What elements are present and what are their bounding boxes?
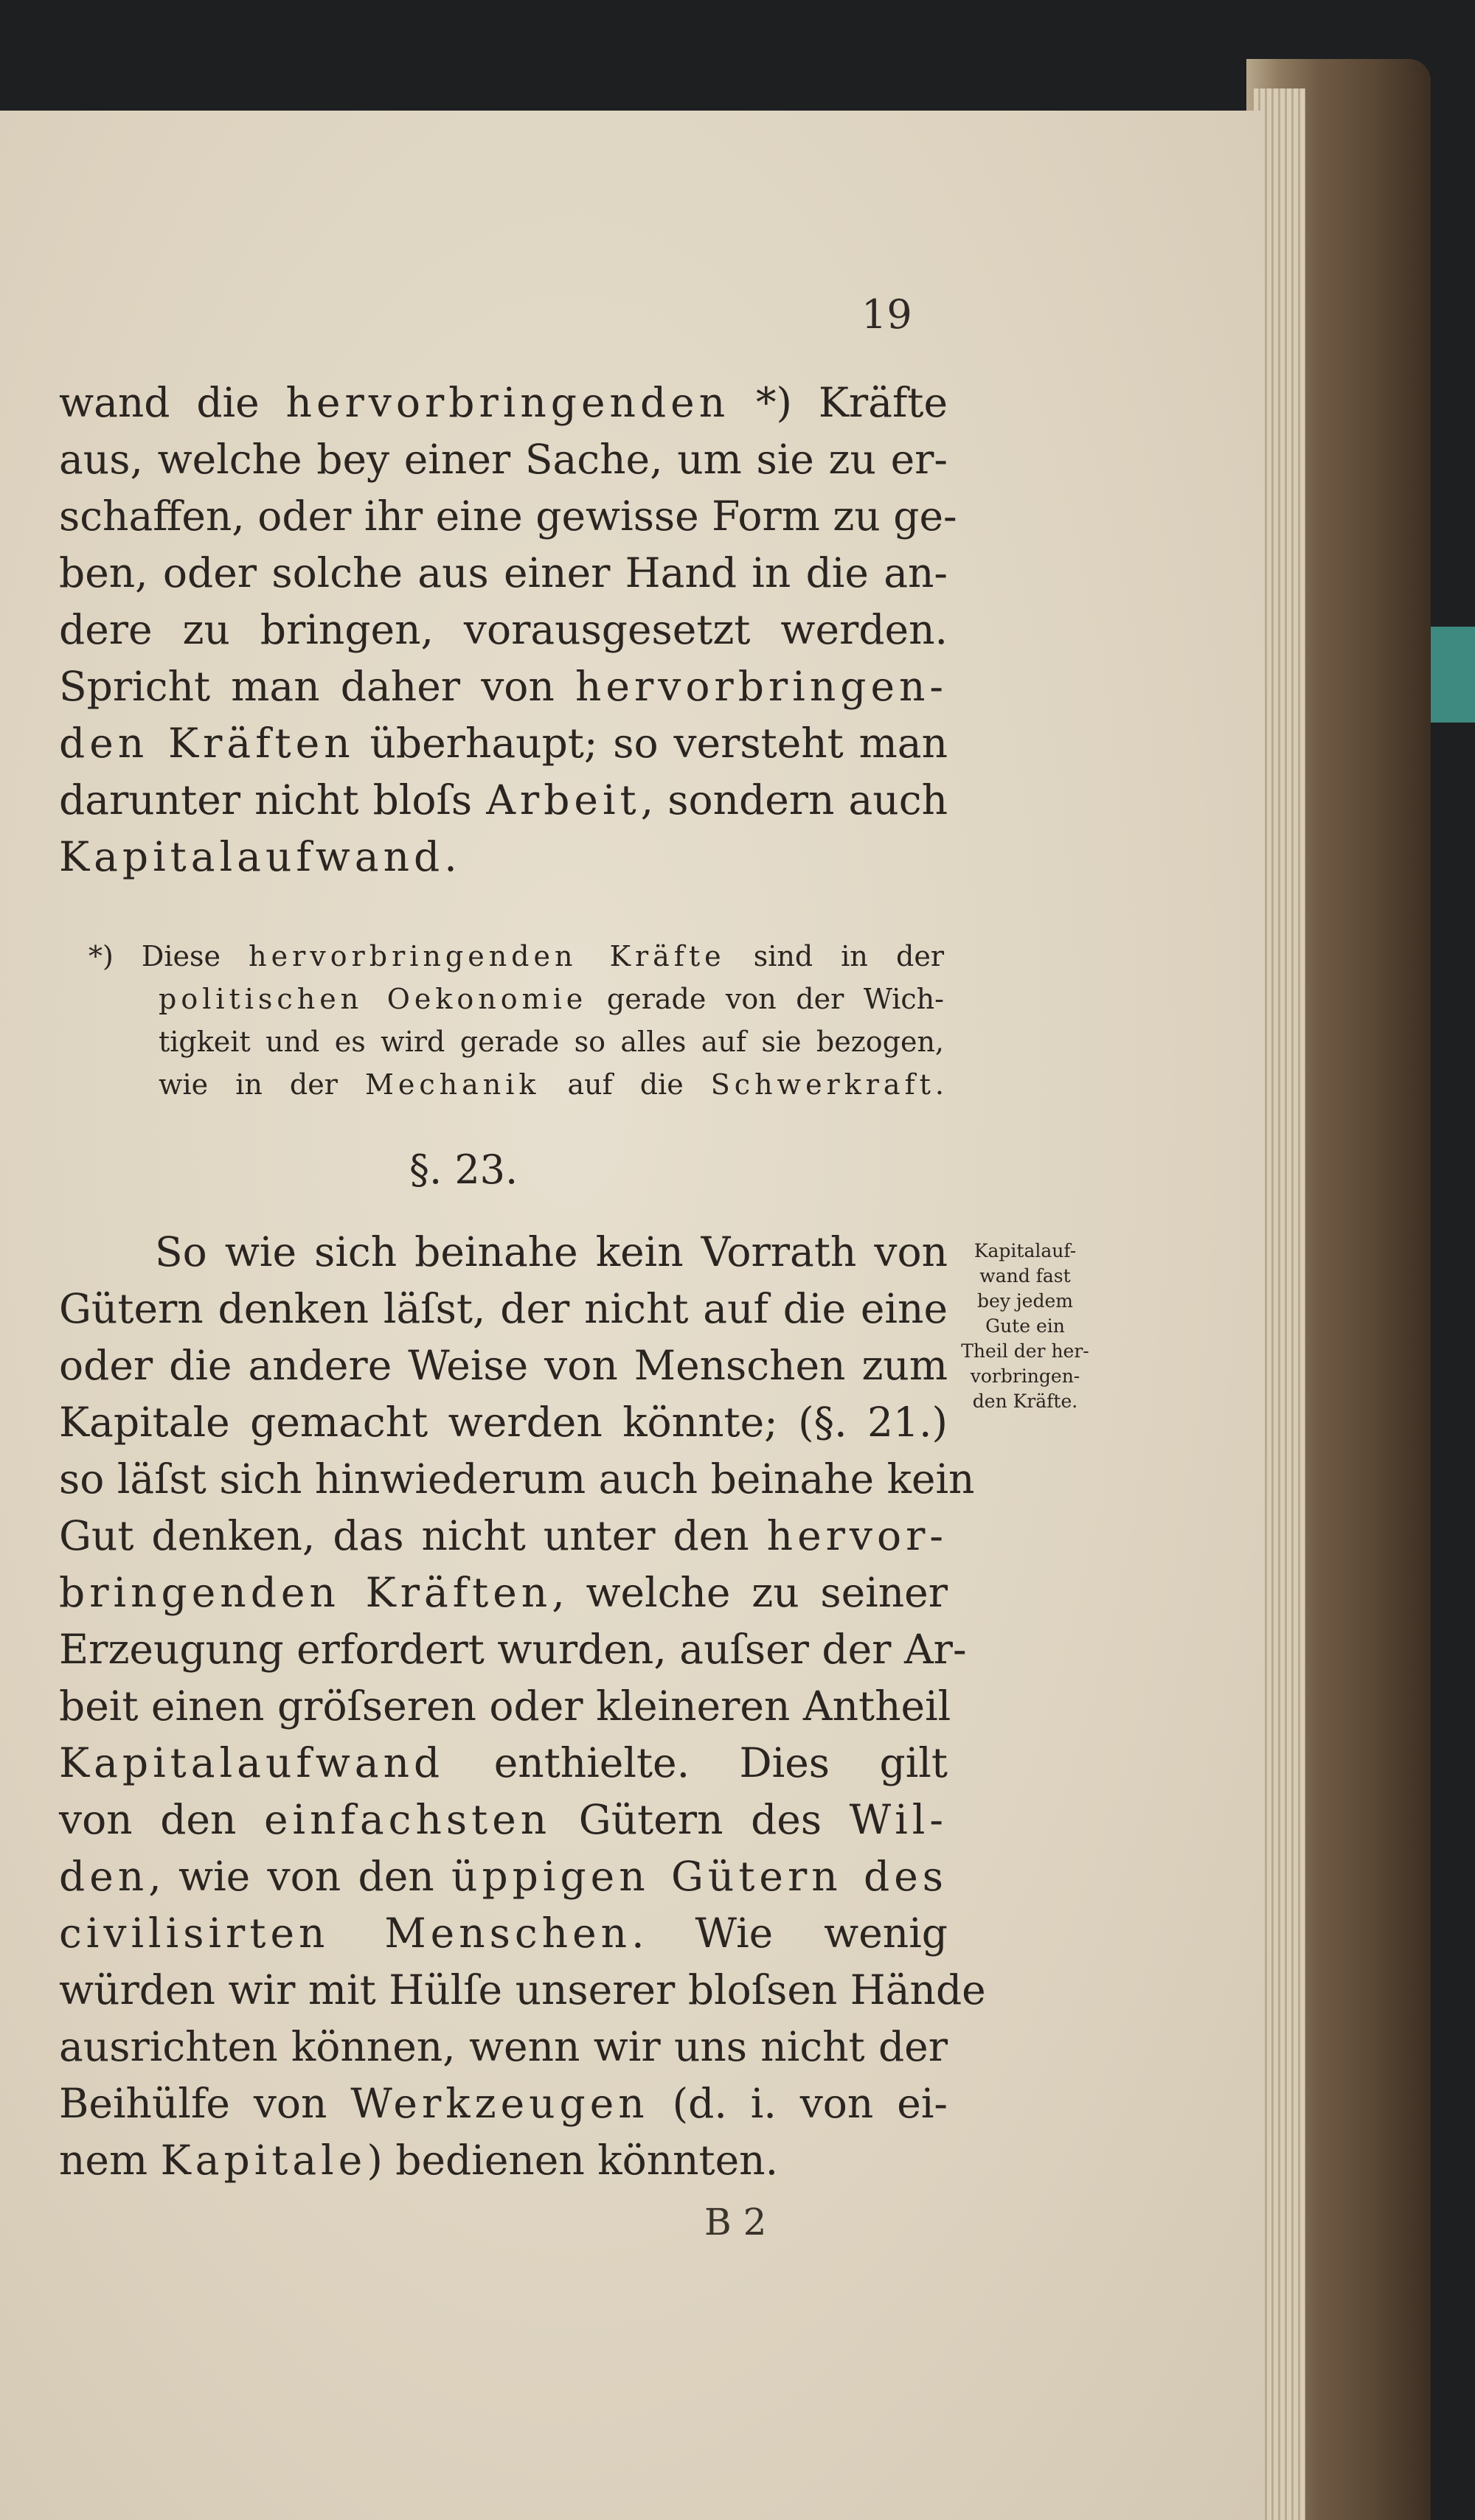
text-line: beit einen gröſseren oder kleineren Antheil (59, 1682, 951, 1730)
footnote-line: *) Diese hervorbringenden Kräfte sind in der (88, 940, 944, 972)
margin-note-line: Theil der her- (961, 1340, 1089, 1362)
text-line: dere zu bringen, vorausgesetzt werden. (59, 606, 948, 653)
paragraph-2 (59, 1224, 986, 2189)
text-line: ausrichten können, wenn wir uns nicht der (59, 2023, 948, 2070)
margin-note-line: Gute ein (985, 1315, 1065, 1337)
text-line: So wie sich beinahe kein Vorrath von (155, 1228, 948, 1275)
text-line: darunter nicht bloſs Arbeit, sondern auch (59, 776, 948, 824)
text-line: Gütern denken läſst, der nicht auf die eine (59, 1285, 948, 1332)
footnote (88, 935, 944, 1106)
footnote-line: wie in der Mechanik auf die Schwerkraft. (159, 1068, 944, 1101)
margin-note-line: wand fast (979, 1265, 1071, 1287)
text-line: bringenden Kräften, welche zu seiner (59, 1569, 948, 1616)
page-number: 19 (861, 291, 912, 338)
text-line: aus, welche bey einer Sache, um sie zu er- (59, 436, 948, 483)
margin-note (951, 1239, 1099, 1414)
text-line: Kapitale gemacht werden könnte; (§. 21.) (59, 1399, 948, 1446)
text-line: den Kräften überhaupt; so versteht man (59, 720, 948, 767)
text-line: Spricht man daher von hervorbringen- (59, 663, 948, 710)
text-line: Kapitalaufwand enthielte. Dies gilt (59, 1739, 948, 1786)
text-line: oder die andere Weise von Menschen zum (59, 1342, 948, 1389)
footnote-line: tigkeit und es wird gerade so alles auf sie bezogen, (159, 1026, 944, 1058)
margin-note-line: den Kräfte. (972, 1390, 1078, 1412)
section-heading: §. 23. (409, 1146, 518, 1193)
text-line: den, wie von den üppigen Gütern des (59, 1853, 948, 1900)
text-line: civilisirten Menschen. Wie wenig (59, 1910, 948, 1957)
signature-mark: B 2 (704, 2201, 767, 2244)
text-line: so läſst sich hinwiederum auch beinahe kein (59, 1455, 975, 1503)
margin-note-line: bey jedem (977, 1290, 1073, 1312)
bookmark-tab (1427, 627, 1475, 723)
footnote-line: politischen Oekonomie gerade von der Wich- (159, 983, 945, 1015)
text-line: Erzeugung erfordert wurden, auſser der Ar- (59, 1626, 967, 1673)
margin-note-line: vorbringen- (970, 1365, 1080, 1387)
text-line: schaffen, oder ihr eine gewisse Form zu ge- (59, 492, 957, 540)
text-line: ben, oder solche aus einer Hand in die an- (59, 549, 948, 596)
text-line: von den einfachsten Gütern des Wil- (59, 1796, 948, 1843)
text-line: Kapitalaufwand. (59, 833, 457, 880)
margin-note-line: Kapitalauf- (974, 1240, 1077, 1261)
text-line: nem Kapitale) bedienen könnten. (59, 2137, 779, 2184)
paragraph-1 (59, 375, 957, 885)
text-line: wand die hervorbringenden *) Kräfte (59, 379, 948, 426)
text-line: würden wir mit Hülſe unserer bloſsen Hände (59, 1966, 986, 2013)
text-line: Gut denken, das nicht unter den hervor- (59, 1512, 948, 1559)
text-line: Beihülfe von Werkzeugen (d. i. von ei- (59, 2080, 948, 2127)
